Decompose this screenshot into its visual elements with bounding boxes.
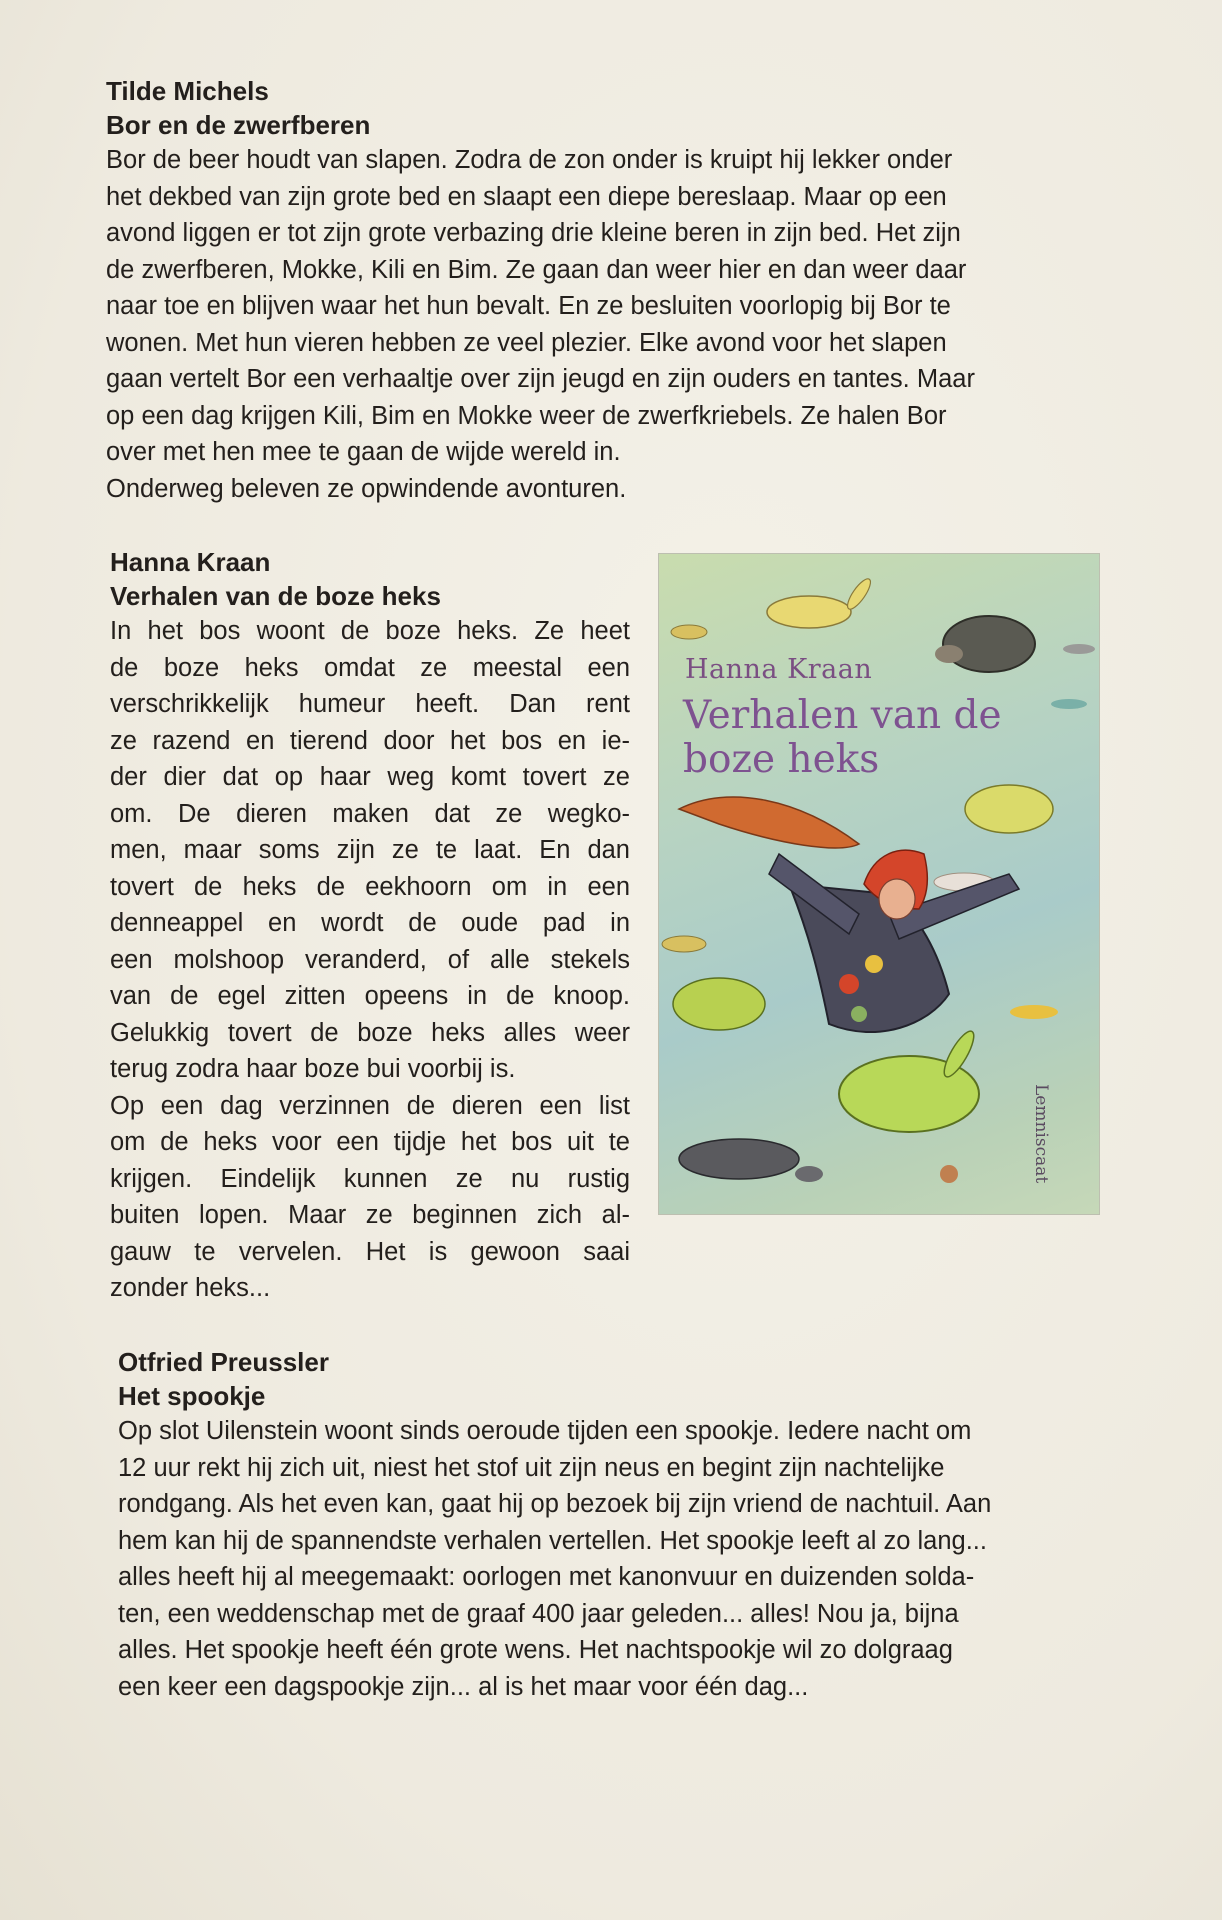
book-author: Hanna Kraan bbox=[110, 547, 271, 577]
text-line: rondgang. Als het even kan, gaat hij op bezoek bij zijn vriend de nachtuil. Aan bbox=[118, 1490, 992, 1518]
book-blurb-heks bbox=[110, 545, 630, 1307]
squirrel-illustration bbox=[679, 797, 859, 848]
text-line: In het bos woont de boze heks. Ze heet bbox=[110, 617, 630, 645]
text-line: hem kan hij de spannendste verhalen vertellen. Het spookje leeft al zo lang... bbox=[118, 1526, 987, 1555]
mole-illustration bbox=[679, 1139, 799, 1179]
text-line: om de heks voor een tijdje het bos uit te bbox=[110, 1128, 630, 1156]
rabbit-illustration bbox=[767, 596, 851, 628]
text-line: het dekbed van zijn grote bed en slaapt een diepe bereslaap. Maar op een bbox=[106, 182, 947, 211]
text-line: alles. Het spookje heeft één grote wens. Het nachtspookje wil zo dolgraag bbox=[118, 1636, 953, 1664]
book-cover-image bbox=[659, 554, 1099, 1214]
text-line: een molshoop veranderd, of alle stekels bbox=[110, 945, 630, 974]
text-line: van de egel zitten opeens in de knoop. bbox=[110, 982, 630, 1010]
text-line: wonen. Met hun vieren hebben ze veel plezier. Elke avond voor het slapen bbox=[106, 328, 947, 357]
frog-illustration bbox=[965, 785, 1053, 833]
text-line: tovert de heks de eekhoorn om in een bbox=[110, 872, 630, 901]
text-line: Onderweg beleven ze opwindende avonturen. bbox=[106, 474, 627, 503]
text-line: naar toe en blijven waar het hun bevalt. En ze besluiten voorlopig bij Bor te bbox=[106, 292, 951, 320]
book-blurb-spookje bbox=[118, 1345, 1113, 1705]
cover-title-line: boze heks bbox=[683, 737, 880, 782]
book-author: Otfried Preussler bbox=[118, 1347, 329, 1377]
text-line: buiten lopen. Maar ze beginnen zich al- bbox=[110, 1201, 630, 1229]
text-line: verschrikkelijk humeur heeft. Dan rent bbox=[110, 690, 630, 718]
cover-title bbox=[683, 694, 1083, 782]
text-line: zonder heks... bbox=[110, 1274, 271, 1302]
book-description bbox=[106, 142, 1101, 507]
text-line: Op slot Uilenstein woont sinds oeroude tijden een spookje. Iedere nacht om bbox=[118, 1417, 972, 1445]
text-line: men, maar soms zijn ze te laat. En dan bbox=[110, 836, 630, 864]
book-blurb-bor bbox=[106, 74, 1101, 507]
book-author: Tilde Michels bbox=[106, 76, 269, 106]
cover-author: Hanna Kraan bbox=[685, 654, 873, 685]
text-line: over met hen mee te gaan de wijde wereld in. bbox=[106, 438, 621, 466]
text-line: gaan vertelt Bor een verhaaltje over zijn jeugd en zijn ouders en tantes. Maar bbox=[106, 365, 975, 393]
text-line: alles heeft hij al meegemaakt: oorlogen met kanonvuur en duizenden solda- bbox=[118, 1563, 975, 1591]
text-line: ze razend en tierend door het bos en ie- bbox=[110, 726, 630, 755]
book-title: Verhalen van de boze heks bbox=[110, 581, 441, 611]
cover-publisher: Lemniscaat bbox=[1031, 1084, 1051, 1184]
text-line: de boze heks omdat ze meestal een bbox=[110, 653, 630, 682]
text-line: gauw te vervelen. Het is gewoon saai bbox=[110, 1237, 630, 1266]
text-line: denneappel en wordt de oude pad in bbox=[110, 909, 630, 937]
book-title: Het spookje bbox=[118, 1381, 266, 1411]
text-line: de zwerfberen, Mokke, Kili en Bim. Ze gaan dan weer hier en dan weer daar bbox=[106, 255, 967, 284]
book-description bbox=[110, 613, 630, 1307]
book-description bbox=[118, 1413, 1113, 1705]
text-line: avond liggen er tot zijn grote verbazing drie kleine beren in zijn bed. Het zijn bbox=[106, 219, 961, 247]
text-line: der dier dat op haar weg komt tovert ze bbox=[110, 763, 630, 791]
text-line: ten, een weddenschap met de graaf 400 jaar geleden... alles! Nou ja, bijna bbox=[118, 1599, 959, 1628]
cover-title-line: Verhalen van de bbox=[683, 693, 1002, 738]
text-line: terug zodra haar boze bui voorbij is. bbox=[110, 1055, 516, 1083]
text-line: een keer een dagspookje zijn... al is het maar voor één dag... bbox=[118, 1672, 809, 1701]
text-line: Op een dag verzinnen de dieren een list bbox=[110, 1091, 630, 1120]
hedgehog-illustration bbox=[943, 616, 1035, 672]
text-line: 12 uur rekt hij zich uit, niest het stof uit zijn neus en begint zijn nachtelijke bbox=[118, 1453, 945, 1482]
text-line: krijgen. Eindelijk kunnen ze nu rustig bbox=[110, 1164, 630, 1193]
text-line: om. De dieren maken dat ze wegko- bbox=[110, 799, 630, 828]
book-title: Bor en de zwerfberen bbox=[106, 110, 371, 140]
text-line: Bor de beer houdt van slapen. Zodra de zon onder is kruipt hij lekker onder bbox=[106, 146, 953, 174]
text-line: Gelukkig tovert de boze heks alles weer bbox=[110, 1018, 630, 1047]
rabbit-illustration bbox=[673, 978, 765, 1030]
text-line: op een dag krijgen Kili, Bim en Mokke weer de zwerfkriebels. Ze halen Bor bbox=[106, 401, 947, 430]
